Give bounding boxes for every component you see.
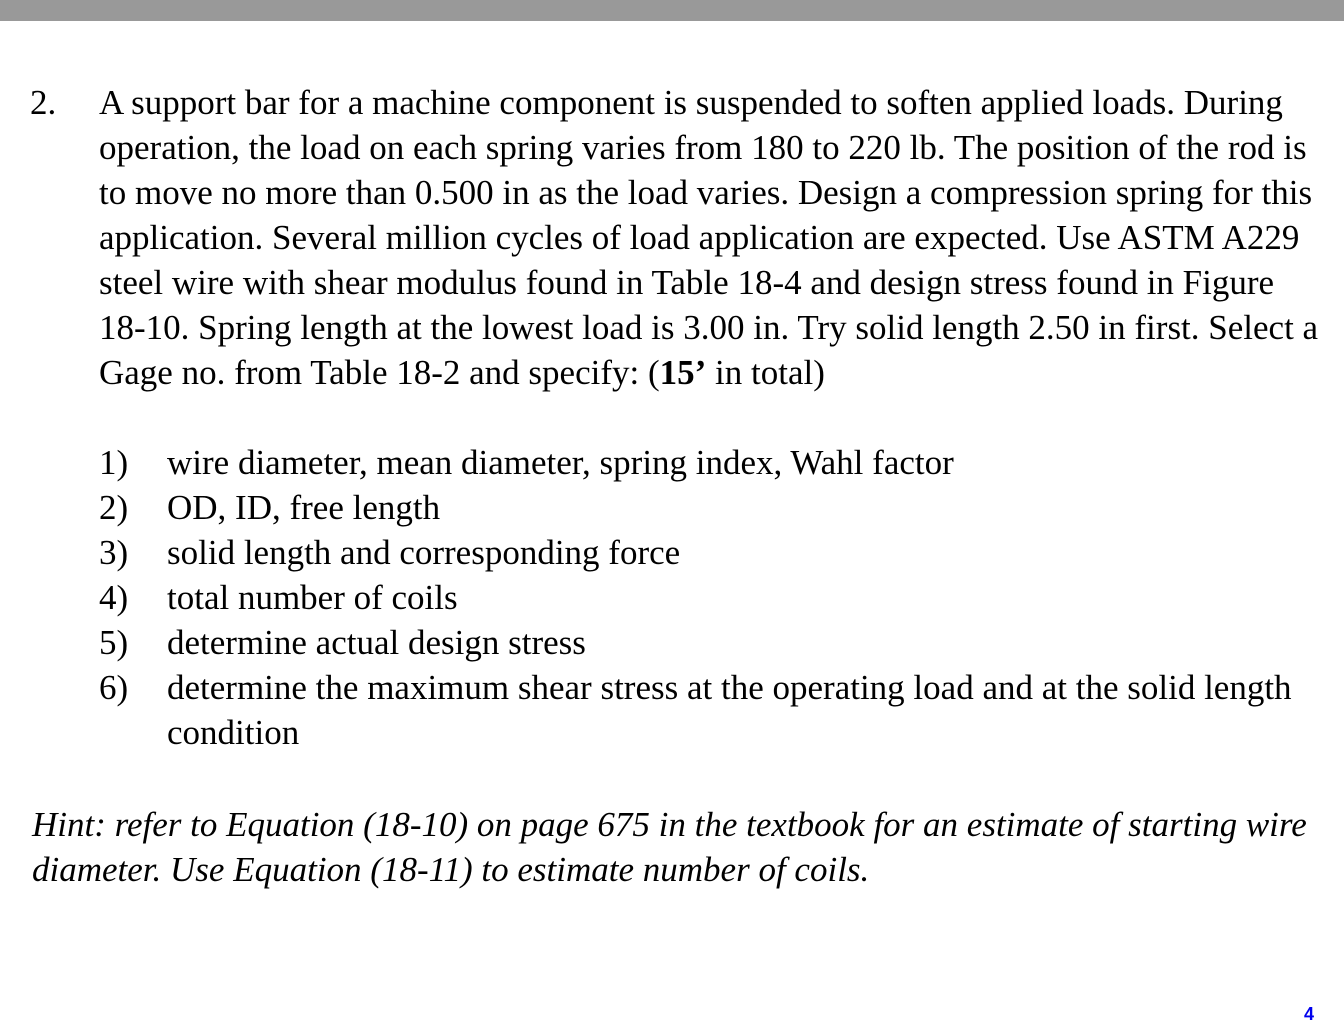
list-item xyxy=(99,575,1324,620)
list-item-text: determine the maximum shear stress at the operating load and at the solid length condition xyxy=(167,668,1292,752)
problem-text-main: A support bar for a machine component is suspended to soften applied loads. During operation, the load on each spring varies from 180 to 220 lb. The position of the rod is to move no more than 0.500 in as the load varies. Design a compression spring for this application. Several million cycles of load application are expected. Use ASTM A229 steel wire with shear modulus found in Table 18-4 and design stress found in Figure 18-10. Spring length at the lowest load is 3.00 in. Try solid length 2.50 in first. Select a Gage no. from Table 18-2 and specify: ( xyxy=(99,83,1319,392)
list-item-text: solid length and corresponding force xyxy=(167,533,681,572)
problem-number: 2. xyxy=(30,83,57,122)
list-item-marker: 4) xyxy=(99,578,129,617)
list-item-marker: 6) xyxy=(99,668,129,707)
list-item-text: determine actual design stress xyxy=(167,623,586,662)
problem-text-tail: in total) xyxy=(706,353,825,392)
requirements-list xyxy=(99,440,1324,755)
list-item xyxy=(99,620,1324,665)
list-item-marker: 1) xyxy=(99,443,129,482)
list-item xyxy=(99,665,1324,755)
list-item-text: total number of coils xyxy=(167,578,458,617)
list-item-text: OD, ID, free length xyxy=(167,488,441,527)
list-item-marker: 5) xyxy=(99,623,129,662)
list-item-marker: 3) xyxy=(99,533,129,572)
list-item xyxy=(99,440,1324,485)
problem-points: 15’ xyxy=(659,353,707,392)
list-item-marker: 2) xyxy=(99,488,129,527)
page-number: 4 xyxy=(1303,1004,1314,1024)
top-bar xyxy=(0,0,1344,21)
list-item xyxy=(99,485,1324,530)
list-item xyxy=(99,530,1324,575)
problem-statement xyxy=(99,80,1324,395)
hint-text: Hint: refer to Equation (18-10) on page 675 in the textbook for an estimate of starting wire diameter. Use Equation (18-11) to estimate number of coils. xyxy=(32,805,1307,889)
list-item-text: wire diameter, mean diameter, spring index, Wahl factor xyxy=(167,443,954,482)
